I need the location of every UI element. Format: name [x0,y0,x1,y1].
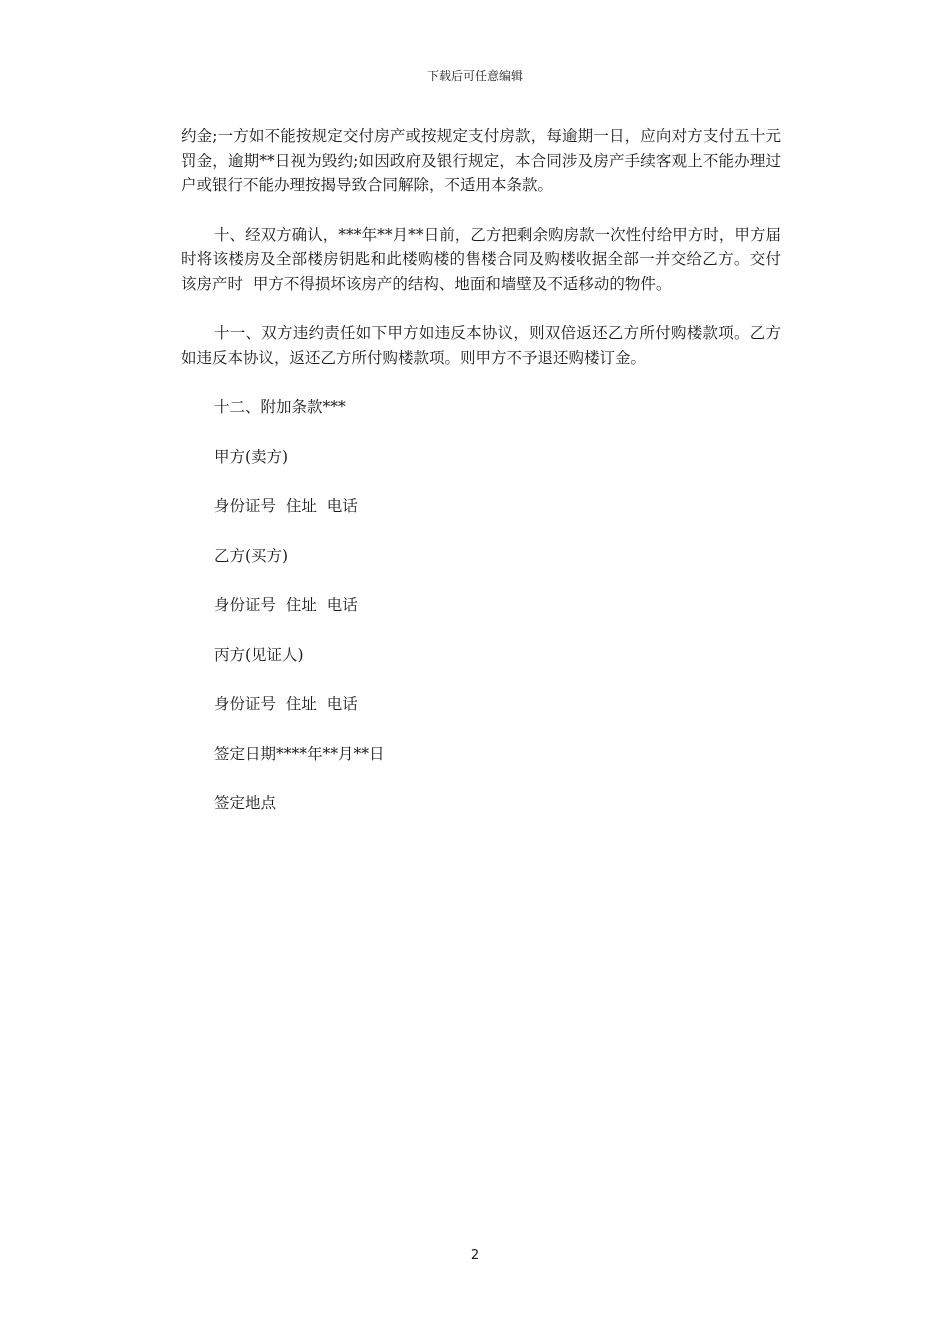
party-b-label: 乙方(买方) [214,546,289,565]
clause-11: 十一、双方违约责任如下甲方如违反本协议，则双倍返还乙方所付购楼款项。乙方如违反本协议，返还乙方所付购楼款项。则甲方不予退还购楼订金。 [181,324,781,367]
party-b-info: 身份证号 住址 电话 [214,596,358,614]
page-number-text: 2 [470,1248,480,1263]
page-header [0,67,950,85]
header-note: 下载后可任意编辑 [426,69,523,83]
party-a-info: 身份证号 住址 电话 [214,497,358,515]
page-number [0,1247,950,1265]
clause-10: 十、经双方确认，***年**月**日前，乙方把剩余购房款一次性付给甲方时，甲方届时将该楼房及全部楼房钥匙和此楼购楼的售楼合同及购楼收据全部一并交给乙方。交付该房产时 甲方不得损坏该房产的结构、地面和墙壁及不适移动的物件。 [181,225,781,293]
paragraph-continued: 约金;一方如不能按规定交付房产或按规定支付房款，每逾期一日，应向对方支付五十元罚金，逾期**日视为毁约;如因政府及银行规定，本合同涉及房产手续客观上不能办理过户或银行不能办理按揭导致合同解除，不适用本条款。 [181,127,781,194]
party-c-label: 丙方(见证人) [214,645,304,664]
sign-place: 签定地点 [214,794,277,812]
clause-12: 十二、附加条款*** [214,398,346,416]
document-body [181,124,781,841]
sign-date: 签定日期****年**月**日 [214,744,385,763]
party-c-info: 身份证号 住址 电话 [214,695,358,713]
party-a-label: 甲方(卖方) [214,447,289,466]
